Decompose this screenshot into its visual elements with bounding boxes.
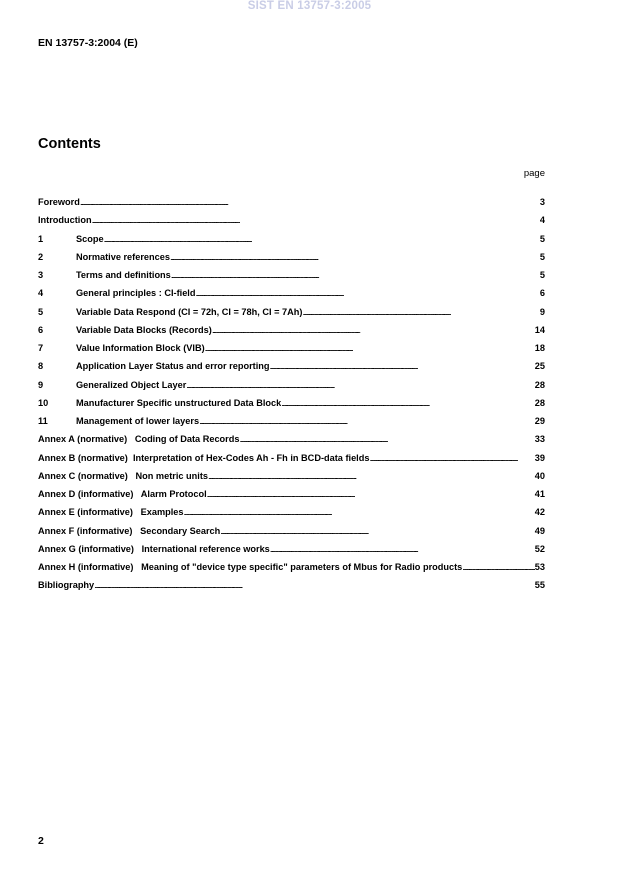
toc-entry[interactable]	[38, 526, 545, 544]
toc-entry[interactable]	[38, 270, 545, 288]
toc-leader-dots	[220, 526, 534, 536]
toc-entry[interactable]	[38, 471, 545, 489]
toc-entry[interactable]	[38, 507, 545, 525]
toc-entry-page: 9	[539, 306, 545, 317]
toc-entry-title: Foreword	[38, 197, 80, 207]
toc-entry[interactable]	[38, 416, 545, 434]
toc-entry-number: 8	[38, 361, 44, 372]
toc-leader-dots	[270, 544, 535, 554]
toc-entry-page: 55	[534, 580, 545, 591]
toc-leader-dots	[302, 307, 539, 317]
toc-entry-page: 28	[534, 379, 545, 390]
toc-entry[interactable]	[38, 325, 545, 343]
toc-entry[interactable]	[38, 234, 545, 252]
toc-entry-page: 49	[534, 525, 545, 536]
toc-entry-title: Annex E (informative) Examples	[38, 507, 184, 518]
document-id: EN 13757-3:2004 (E)	[38, 37, 138, 49]
toc-entry-number: 9	[38, 379, 44, 390]
toc-entry-title: Introduction	[38, 215, 92, 226]
toc-leader-dots	[462, 562, 534, 572]
toc-entry-number: 2	[38, 251, 44, 262]
toc-leader-dots	[92, 215, 540, 225]
toc-entry-number: 3	[38, 270, 44, 280]
toc-entry[interactable]	[38, 343, 545, 361]
toc-leader-dots	[239, 434, 534, 444]
toc-entry-page: 5	[539, 251, 545, 262]
toc-entry-title: Annex D (informative) Alarm Protocol	[38, 489, 207, 499]
toc-leader-dots	[207, 489, 535, 499]
toc-entry-page: 40	[534, 470, 545, 481]
toc-leader-dots	[195, 288, 539, 298]
toc-entry-number: 7	[38, 343, 44, 353]
toc-leader-dots	[205, 343, 535, 353]
toc-entry-title: Annex C (normative) Non metric units	[38, 470, 208, 481]
toc-entry-title: Annex F (informative) Secondary Search	[38, 525, 221, 536]
toc-entry-page: 3	[539, 197, 545, 207]
toc-entry-page: 4	[539, 215, 545, 226]
toc-entry-page: 28	[534, 397, 545, 408]
toc-entry-title: Variable Data Blocks (Records)	[76, 324, 212, 335]
toc-entry[interactable]	[38, 489, 545, 507]
toc-entry-page: 25	[534, 361, 545, 372]
toc-entry-page: 6	[539, 288, 545, 299]
toc-entry-title: Scope	[76, 233, 104, 244]
toc-entry-page: 42	[534, 507, 545, 518]
toc-entry-title: Value Information Block (VIB)	[76, 343, 205, 353]
toc-entry-title: Variable Data Respond (CI = 72h, CI = 78h, CI = 7Ah)	[76, 306, 303, 317]
toc-entry-number: 10	[38, 397, 49, 408]
page-column-label: page	[523, 168, 545, 179]
watermark: SIST EN 13757-3:2005	[247, 0, 372, 12]
toc-leader-dots	[269, 361, 534, 371]
toc-leader-dots	[80, 197, 540, 207]
toc-leader-dots	[199, 416, 535, 426]
toc-entry-title: Annex G (informative) International reference works	[38, 543, 270, 554]
toc-entry[interactable]	[38, 215, 545, 233]
toc-entry[interactable]	[38, 562, 545, 580]
toc-entry[interactable]	[38, 252, 545, 270]
toc-entry-page: 53	[534, 562, 545, 572]
toc-leader-dots	[186, 380, 534, 390]
toc-leader-dots	[104, 234, 540, 244]
toc-entry[interactable]	[38, 434, 545, 452]
toc-leader-dots	[369, 453, 534, 463]
toc-entry-number: 1	[38, 233, 44, 244]
table-of-contents	[38, 197, 545, 599]
toc-entry[interactable]	[38, 398, 545, 416]
toc-entry-number: 11	[38, 416, 48, 426]
toc-entry-page: 33	[534, 434, 545, 445]
toc-leader-dots	[170, 252, 540, 262]
toc-entry-title: Normative references	[76, 251, 170, 262]
toc-entry-title: Bibliography	[38, 580, 95, 591]
toc-entry-page: 52	[534, 543, 545, 554]
toc-entry[interactable]	[38, 361, 545, 379]
toc-entry[interactable]	[38, 197, 545, 215]
toc-entry-title: Manufacturer Specific unstructured Data Block	[76, 397, 282, 408]
toc-entry-page: 29	[534, 416, 545, 426]
toc-entry[interactable]	[38, 544, 545, 562]
toc-entry-title: Application Layer Status and error reporting	[76, 361, 270, 372]
toc-entry-page: 18	[534, 343, 545, 353]
footer-page-number: 2	[38, 835, 44, 847]
toc-entry-title: Generalized Object Layer	[76, 379, 187, 390]
toc-entry-title: Annex H (informative) Meaning of "device type specific" parameters of Mbus for Radio products	[38, 562, 463, 572]
toc-leader-dots	[212, 325, 535, 335]
toc-entry-page: 5	[539, 233, 545, 244]
toc-leader-dots	[94, 580, 535, 590]
toc-entry-page: 5	[539, 270, 545, 280]
toc-entry-number: 4	[38, 288, 44, 299]
toc-entry-number: 6	[38, 324, 44, 335]
toc-leader-dots	[184, 507, 535, 517]
toc-leader-dots	[171, 270, 540, 280]
contents-heading: Contents	[38, 136, 101, 152]
toc-entry-page: 14	[534, 324, 545, 335]
toc-entry[interactable]	[38, 453, 545, 471]
toc-leader-dots	[281, 398, 535, 408]
toc-entry-page: 39	[534, 452, 545, 463]
toc-entry-title: Annex A (normative) Coding of Data Records	[38, 434, 240, 445]
toc-entry-title: Annex B (normative) Interpretation of Hex-Codes Ah - Fh in BCD-data fields	[38, 452, 370, 463]
toc-entry-number: 5	[38, 306, 44, 317]
toc-leader-dots	[208, 471, 535, 481]
toc-entry[interactable]	[38, 380, 545, 398]
toc-entry-title: General principles : CI-field	[76, 288, 196, 299]
toc-entry-title: Terms and definitions	[76, 270, 171, 280]
toc-entry[interactable]	[38, 307, 545, 325]
toc-entry-page: 41	[534, 489, 545, 499]
toc-entry[interactable]	[38, 288, 545, 306]
toc-entry[interactable]	[38, 580, 545, 598]
toc-entry-title: Management of lower layers	[76, 416, 200, 426]
